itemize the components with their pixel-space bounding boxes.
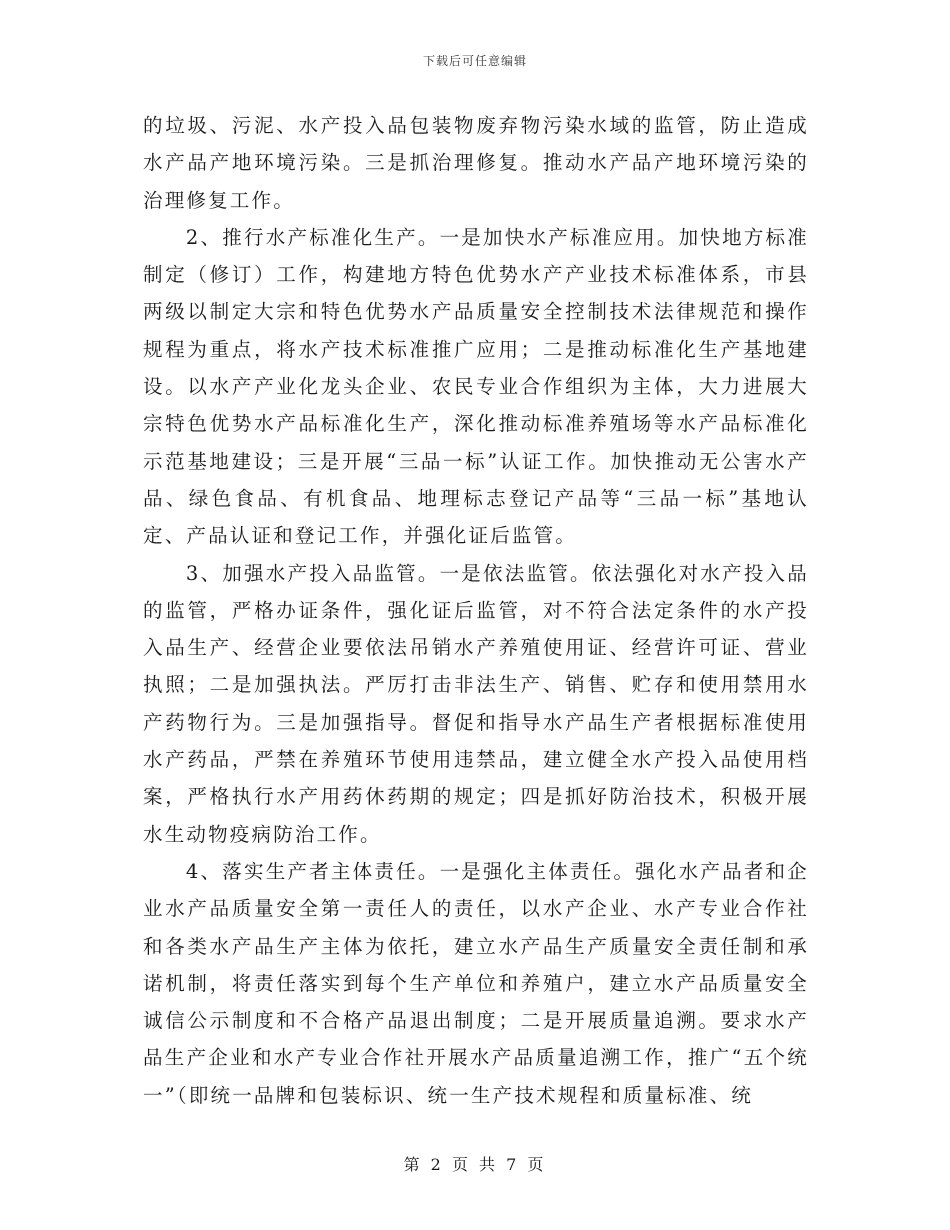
document-body [143, 107, 809, 1114]
page-number: 第 2 页 共 7 页 [403, 1155, 547, 1174]
paragraph-continuation: 的垃圾、污泥、水产投入品包装物废弃物污染水域的监管，防止造成水产品产地环境污染。三是抓治理修复。推动水产品产地环境污染的治理修复工作。 [143, 114, 809, 212]
paragraph-producer-responsibility: 4、落实生产者主体责任。一是强化主体责任。强化水产品者和企业水产品质量安全第一责任人的责任，以水产企业、水产专业合作社和各类水产品生产主体为依托，建立水产品生产质量安全责任制和承诺机制，将责任落实到每个生产单位和养殖户，建立水产品质量安全诚信公示制度和不合格产品退出制度；二是开展质量追溯。要求水产品生产企业和水产专业合作社开展水产品质量追溯工作，推广“五个统一”（即统一品牌和包装标识、统一生产技术规程和质量标准、统 [143, 859, 809, 1107]
paragraph-standardized-production: 2、推行水产标准化生产。一是加快水产标准应用。加快地方标准制定（修订）工作，构建地方特色优势水产产业技术标准体系，市县两级以制定大宗和特色优势水产品质量安全控制技术法律规范和操作规程为重点，将水产技术标准推广应用；二是推动标准化生产基地建设。以水产产业化龙头企业、农民专业合作组织为主体，大力进展大宗特色优势水产品标准化生产，深化推动标准养殖场等水产品标准化示范基地建设；三是开展“三品一标”认证工作。加快推动无公害水产品、绿色食品、有机食品、地理标志登记产品等“三品一标”基地认定、产品认证和登记工作，并强化证后监管。 [143, 225, 809, 548]
paragraph-input-supervision: 3、加强水产投入品监管。一是依法监管。依法强化对水产投入品的监管，严格办证条件，强化证后监管，对不符合法定条件的水产投入品生产、经营企业要依法吊销水产养殖使用证、经营许可证、营业执照；二是加强执法。严厉打击非法生产、销售、贮存和使用禁用水产药物行为。三是加强指导。督促和指导水产品生产者根据标准使用水产药品，严禁在养殖环节使用违禁品，建立健全水产投入品使用档案，严格执行水产用药休药期的规定；四是抓好防治技术，积极开展水生动物疫病防治工作。 [143, 561, 809, 846]
page-header: 下载后可任意编辑 [422, 54, 527, 68]
